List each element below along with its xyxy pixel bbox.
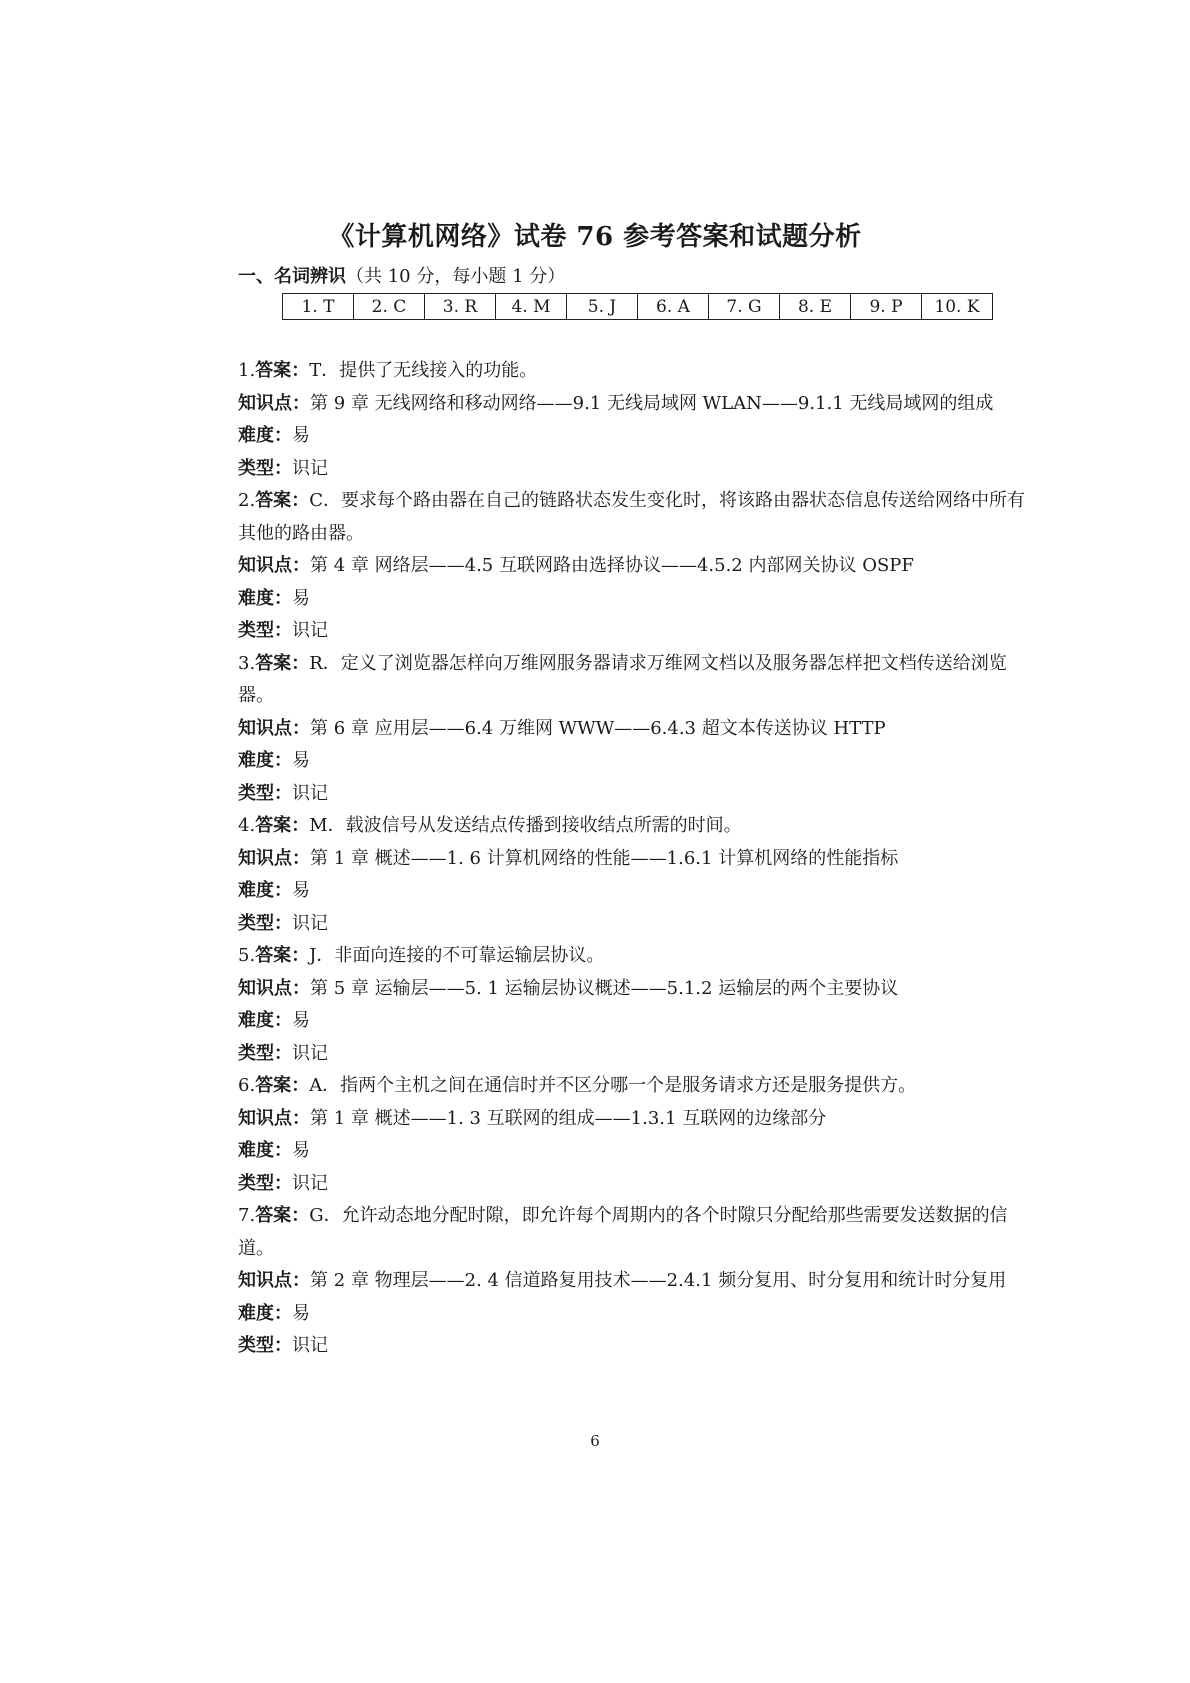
answer-text: C．要求每个路由器在自己的链路状态发生变化时，将该路由器状态信息传送给网络中所有其他的路由器。 (238, 490, 1025, 544)
knowledge-label: 知识点 (238, 1107, 292, 1129)
section-heading-label: 一、名词辨识 (238, 266, 346, 287)
answer-line: 6.答案：A．指两个主机之间在通信时并不区分哪一个是服务请求方还是服务提供方。 (238, 1075, 917, 1096)
item-number: 2. (238, 490, 256, 511)
answer-cell: 1. T (283, 294, 354, 320)
analysis-item (238, 355, 1038, 485)
answer-line: 7.答案：G．允许动态地分配时隙，即允许每个周期内的各个时隙只分配给那些需要发送数据的信道。 (238, 1205, 1008, 1259)
knowledge-line: 知识点：第 2 章 物理层——2. 4 信道路复用技术——2.4.1 频分复用、时分复用和统计时分复用 (238, 1270, 1007, 1291)
knowledge-label: 知识点 (238, 392, 292, 414)
difficulty-value: 易 (292, 587, 310, 609)
type-value: 识记 (292, 1335, 328, 1356)
type-line: 类型：识记 (238, 457, 328, 479)
answer-text: R．定义了浏览器怎样向万维网服务器请求万维网文档以及服务器怎样把文档传送给浏览器。 (238, 652, 1007, 706)
type-line: 类型：识记 (238, 1172, 328, 1194)
answer-text: A．指两个主机之间在通信时并不区分哪一个是服务请求方还是服务提供方。 (309, 1075, 917, 1096)
difficulty-label: 难度 (238, 425, 274, 446)
answer-cell: 8. E (780, 294, 851, 320)
answer-analysis-body (238, 355, 1038, 1363)
knowledge-text: 第 2 章 物理层——2. 4 信道路复用技术——2.4.1 频分复用、时分复用和统计时分复用 (310, 1270, 1007, 1291)
type-value: 识记 (292, 1172, 328, 1194)
knowledge-text: 第 1 章 概述——1. 3 互联网的组成——1.3.1 互联网的边缘部分 (310, 1107, 827, 1129)
difficulty-label: 难度 (238, 750, 274, 771)
analysis-item (238, 648, 1038, 811)
answer-label: 答案 (255, 652, 292, 674)
knowledge-label: 知识点 (238, 977, 292, 999)
answer-line: 5.答案：J．非面向连接的不可靠运输层协议。 (238, 945, 605, 966)
item-number: 7. (238, 1205, 256, 1226)
answer-cell: 7. G (709, 294, 780, 320)
section-heading (238, 262, 565, 288)
type-value: 识记 (292, 782, 328, 804)
difficulty-label: 难度 (238, 880, 274, 901)
page-number: 6 (590, 1432, 600, 1450)
answer-text: J．非面向连接的不可靠运输层协议。 (309, 945, 605, 966)
knowledge-line: 知识点：第 9 章 无线网络和移动网络——9.1 无线局域网 WLAN——9.1.1 无线局域网的组成 (238, 392, 994, 414)
type-line: 类型：识记 (238, 782, 328, 804)
difficulty-line: 难度：易 (238, 587, 310, 609)
answer-text: T．提供了无线接入的功能。 (309, 360, 538, 381)
difficulty-value: 易 (292, 1010, 310, 1031)
item-number: 4. (238, 815, 256, 836)
knowledge-label: 知识点 (238, 717, 292, 739)
type-line: 类型：识记 (238, 1042, 328, 1064)
knowledge-label: 知识点 (238, 847, 292, 869)
answer-table-row (283, 294, 993, 320)
type-value: 识记 (292, 457, 328, 479)
answer-cell: 4. M (496, 294, 567, 320)
knowledge-line: 知识点：第 1 章 概述——1. 3 互联网的组成——1.3.1 互联网的边缘部分 (238, 1107, 827, 1129)
answer-cell: 5. J (567, 294, 638, 320)
item-number: 6. (238, 1075, 256, 1096)
type-line: 类型：识记 (238, 620, 328, 641)
answer-cell: 10. K (922, 294, 993, 320)
type-label: 类型 (238, 1335, 274, 1356)
difficulty-value: 易 (292, 425, 310, 446)
analysis-item (238, 1200, 1038, 1363)
answer-text: G．允许动态地分配时隙，即允许每个周期内的各个时隙只分配给那些需要发送数据的信道。 (238, 1205, 1008, 1259)
answer-line: 4.答案：M．载波信号从发送结点传播到接收结点所需的时间。 (238, 815, 742, 836)
type-label: 类型 (238, 620, 274, 641)
answer-label: 答案 (255, 945, 292, 966)
knowledge-text: 第 6 章 应用层——6.4 万维网 WWW——6.4.3 超文本传送协议 HTTP (310, 717, 886, 739)
analysis-item (238, 1070, 1038, 1200)
knowledge-label: 知识点 (238, 555, 292, 576)
section-heading-note: （共 10 分，每小题 1 分） (346, 266, 566, 287)
difficulty-line: 难度：易 (238, 1010, 310, 1031)
type-label: 类型 (238, 912, 274, 934)
knowledge-line: 知识点：第 1 章 概述——1. 6 计算机网络的性能——1.6.1 计算机网络的性能指标 (238, 847, 899, 869)
answer-label: 答案 (255, 360, 292, 381)
type-line: 类型：识记 (238, 1335, 328, 1356)
difficulty-label: 难度 (238, 1302, 274, 1324)
answer-cell: 6. A (638, 294, 709, 320)
type-label: 类型 (238, 1042, 274, 1064)
analysis-item (238, 485, 1038, 648)
knowledge-text: 第 1 章 概述——1. 6 计算机网络的性能——1.6.1 计算机网络的性能指标 (310, 847, 899, 869)
knowledge-text: 第 9 章 无线网络和移动网络——9.1 无线局域网 WLAN——9.1.1 无线局域网的组成 (310, 392, 994, 414)
type-value: 识记 (292, 912, 328, 934)
knowledge-line: 知识点：第 5 章 运输层——5. 1 运输层协议概述——5.1.2 运输层的两个主要协议 (238, 977, 899, 999)
difficulty-line: 难度：易 (238, 425, 310, 446)
type-label: 类型 (238, 457, 274, 479)
type-value: 识记 (292, 1042, 328, 1064)
answer-line: 1.答案：T．提供了无线接入的功能。 (238, 360, 538, 381)
page-title: 《计算机网络》试卷 76 参考答案和试题分析 (328, 222, 862, 252)
difficulty-label: 难度 (238, 1140, 274, 1161)
answer-line: 2.答案：C．要求每个路由器在自己的链路状态发生变化时，将该路由器状态信息传送给网络中所有其他的路由器。 (238, 490, 1025, 544)
knowledge-label: 知识点 (238, 1270, 292, 1291)
difficulty-label: 难度 (238, 587, 274, 609)
type-label: 类型 (238, 782, 274, 804)
difficulty-value: 易 (292, 750, 310, 771)
difficulty-line: 难度：易 (238, 880, 310, 901)
knowledge-text: 第 4 章 网络层——4.5 互联网路由选择协议——4.5.2 内部网关协议 OSPF (310, 555, 914, 576)
answer-label: 答案 (255, 1205, 292, 1226)
knowledge-line: 知识点：第 4 章 网络层——4.5 互联网路由选择协议——4.5.2 内部网关协议 OSPF (238, 555, 914, 576)
answer-line: 3.答案：R．定义了浏览器怎样向万维网服务器请求万维网文档以及服务器怎样把文档传送给浏览器。 (238, 652, 1007, 706)
difficulty-value: 易 (292, 1302, 310, 1324)
type-label: 类型 (238, 1172, 274, 1194)
item-number: 3. (238, 652, 256, 674)
difficulty-line: 难度：易 (238, 750, 310, 771)
answer-label: 答案 (255, 815, 292, 836)
answer-label: 答案 (255, 1075, 292, 1096)
type-line: 类型：识记 (238, 912, 328, 934)
answer-table (282, 293, 993, 320)
type-value: 识记 (292, 620, 328, 641)
analysis-item (238, 810, 1038, 940)
answer-cell: 2. C (354, 294, 425, 320)
answer-cell: 9. P (851, 294, 922, 320)
knowledge-text: 第 5 章 运输层——5. 1 运输层协议概述——5.1.2 运输层的两个主要协议 (310, 977, 899, 999)
item-number: 5. (238, 945, 256, 966)
analysis-item (238, 940, 1038, 1070)
answer-label: 答案 (255, 490, 292, 511)
difficulty-line: 难度：易 (238, 1140, 310, 1161)
knowledge-line: 知识点：第 6 章 应用层——6.4 万维网 WWW——6.4.3 超文本传送协议 HTTP (238, 717, 886, 739)
item-number: 1. (238, 360, 256, 381)
answer-text: M．载波信号从发送结点传播到接收结点所需的时间。 (309, 815, 742, 836)
difficulty-value: 易 (292, 880, 310, 901)
difficulty-line: 难度：易 (238, 1302, 310, 1324)
difficulty-value: 易 (292, 1140, 310, 1161)
answer-cell: 3. R (425, 294, 496, 320)
difficulty-label: 难度 (238, 1010, 274, 1031)
